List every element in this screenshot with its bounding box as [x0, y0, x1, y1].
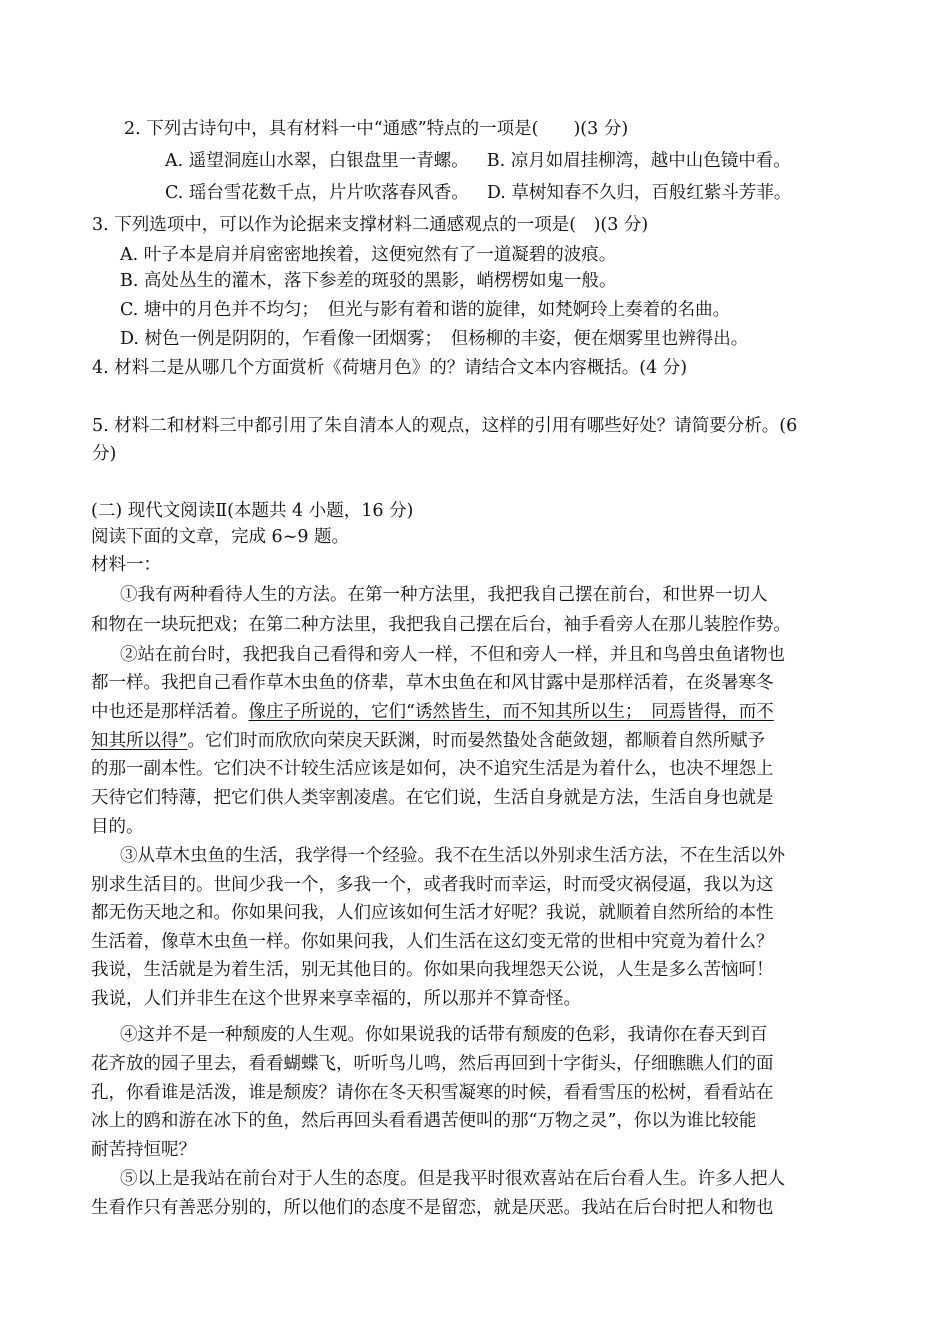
paragraph-5-line-1: ⑤以上是我站在前台对于人生的态度。但是我平时很欢喜站在后台看人生。许多人把人 [120, 1169, 785, 1189]
material-label: 材料一： [91, 555, 161, 575]
zhuangzi-quote-underlined-end: 知其所以得” [91, 731, 188, 751]
paragraph-1-line-1: ①我有两种看待人生的方法。在第一种方法里，我把我自己摆在前台，和世界一切人 [120, 585, 768, 605]
question-2-option-d: D. 草树知春不久归，百般红紫斗芳菲。 [486, 183, 792, 203]
question-2-options-row-1 [165, 148, 791, 174]
paragraph-2-line-6: 天待它们特薄，把它们供人类宰割凌虐。在它们说，生活自身就是方法，生活自身也就是 [91, 788, 774, 808]
paragraph-3-line-3: 都无伤天地之和。你如果问我，人们应该如何生活才好呢？我说，就顺着自然所给的本性 [91, 903, 774, 923]
paragraph-4-line-5: 耐苦持恒呢？ [91, 1140, 196, 1160]
question-2-options-row-2 [165, 180, 791, 206]
paragraph-2-line-3 [91, 699, 774, 725]
question-2-option-b: B. 凉月如眉挂柳湾，越中山色镜中看。 [486, 151, 791, 171]
question-2-option-a: A. 遥望洞庭山水翠，白银盘里一青螺。 [165, 151, 469, 171]
paragraph-3-line-2: 别求生活目的。世间少我一个，多我一个，或者我时而幸运，时而受灾祸侵逼，我以为这 [91, 875, 774, 895]
question-2-stem: 2. 下列古诗句中，具有材料一中“通感”特点的一项是( )(3 分) [124, 119, 629, 139]
section-instruction: 阅读下面的文章，完成 6~9 题。 [91, 527, 350, 547]
paragraph-2-line-4-plain: 。它们时而欣欣向荣戾天跃渊，时而晏然蛰处含葩敛翅，都顺着自然所赋予 [187, 731, 765, 751]
question-3-option-a: A. 叶子本是肩并肩密密地挨着，这便宛然有了一道凝碧的波痕。 [120, 245, 617, 265]
paragraph-4-line-2: 花齐放的园子里去，看看蝴蝶飞，听听鸟儿鸣，然后再回到十字街头，仔细瞧瞧人们的面 [91, 1054, 774, 1074]
paragraph-4-line-3: 孔，你看谁是活泼，谁是颓废？请你在冬天积雪凝寒的时候，看看雪压的松树，看看站在 [91, 1083, 774, 1103]
paragraph-2-line-4 [91, 728, 765, 754]
paragraph-3-line-1: ③从草木虫鱼的生活，我学得一个经验。我不在生活以外别求生活方法，不在生活以外 [120, 846, 785, 866]
question-3-option-d: D. 树色一例是阴阴的，乍看像一团烟雾； 但杨柳的丰姿，便在烟雾里也辨得出。 [120, 329, 749, 349]
paragraph-4-line-4: 冰上的鸥和游在冰下的鱼，然后再回头看看遇苦便叫的那“万物之灵”，你以为谁比较能 [91, 1111, 757, 1131]
question-2-option-c: C. 瑶台雪花数千点，片片吹落春风香。 [165, 183, 469, 203]
question-3-option-c: C. 塘中的月色并不均匀； 但光与影有着和谐的旋律，如梵婀玲上奏着的名曲。 [120, 300, 731, 320]
paragraph-2-line-2: 都一样。我把自己看作草木虫鱼的侪辈，草木虫鱼在和风甘露中是那样活着，在炎暑寒冬 [91, 673, 774, 693]
paragraph-5-line-2: 生看作只有善恶分别的，所以他们的态度不是留恋，就是厌恶。我站在后台时把人和物也 [91, 1198, 774, 1218]
paragraph-1-line-2: 和物在一块玩把戏；在第二种方法里，我把我自己摆在后台，袖手看旁人在那儿装腔作势。 [91, 615, 791, 635]
question-3-stem: 3. 下列选项中，可以作为论据来支撑材料二通感观点的一项是( )(3 分) [92, 215, 649, 235]
question-3-option-b: B. 高处丛生的灌木，落下参差的斑驳的黑影，峭楞楞如鬼一般。 [120, 271, 617, 291]
paragraph-4-line-1: ④这并不是一种颓废的人生观。你如果说我的话带有颓废的色彩，我请你在春天到百 [120, 1025, 768, 1045]
section-heading: (二) 现代文阅读Ⅱ(本题共 4 小题，16 分) [91, 501, 414, 521]
paragraph-3-line-5: 我说，生活就是为着生活，别无其他目的。你如果向我埋怨天公说，人生是多么苦恼呵！ [91, 960, 774, 980]
paragraph-2-line-3-plain: 中也还是那样活着。 [91, 702, 249, 722]
paragraph-3-line-6: 我说，人们并非生在这个世界来享幸福的，所以那并不算奇怪。 [91, 989, 581, 1009]
paragraph-2-line-7: 目的。 [91, 817, 144, 837]
question-4: 4. 材料二是从哪几个方面赏析《荷塘月色》的？请结合文本内容概括。(4 分) [92, 358, 688, 378]
question-5-line-2: 分) [92, 444, 117, 464]
paragraph-3-line-4: 生活着，像草木虫鱼一样。你如果问我，人们生活在这幻变无常的世相中究竟为着什么？ [91, 932, 774, 952]
zhuangzi-quote-underlined: 像庄子所说的，它们“诱然皆生，而不知其所以生； 同焉皆得，而不 [248, 702, 774, 722]
paragraph-2-line-1: ②站在前台时，我把我自己看得和旁人一样，不但和旁人一样，并且和鸟兽虫鱼诸物也 [120, 645, 785, 665]
paragraph-2-line-5: 的那一副本性。它们决不计较生活应该是如何，决不追究生活是为着什么，也决不埋怨上 [91, 759, 774, 779]
question-5-line-1: 5. 材料二和材料三中都引用了朱自清本人的观点，这样的引用有哪些好处？请简要分析。(6 [92, 416, 798, 436]
